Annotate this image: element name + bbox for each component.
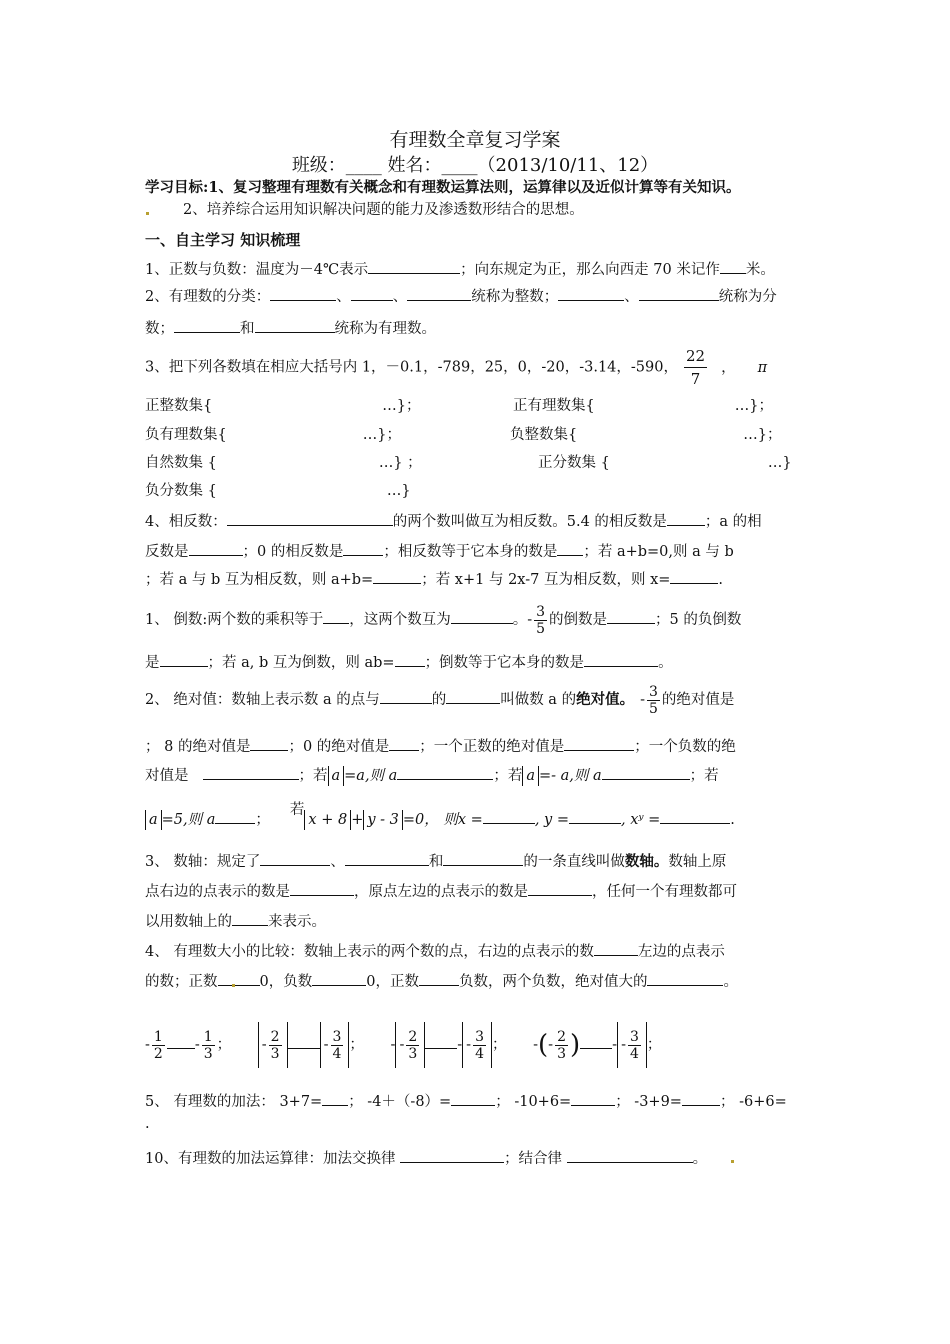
question-4-cont: 反数是 ；0 的相反数是 ；相反数等于它本身的数是 ；若 a+b=0,则 a 与 b xyxy=(145,540,734,562)
page-subtitle: 班级：____ 姓名：____（2013/10/11、12） xyxy=(291,155,659,176)
question-6-cont2: 对值是 ；若 a =a,则 a ；若 a =- a,则 a ；若 xyxy=(145,764,719,786)
question-6-cont3: a =5,则 a ；若x + 8 + y - 3 =0， 则x = , y = , xʸ = . xyxy=(145,808,735,830)
question-10: 10、有理数的加法运算律：加法交换律 ；结合律 。 xyxy=(145,1147,707,1169)
page-title: 有理数全章复习学案 xyxy=(389,129,561,151)
set-natural: 自然数集 { …} ； xyxy=(145,455,422,471)
question-6-cont: ； 8 的绝对值是 ；0 的绝对值是 ；一个正数的绝对值是 ；一个负数的绝 xyxy=(145,735,736,757)
question-7: 3、 数轴：规定了 、 和 的一条直线叫做数轴。数轴上原 xyxy=(145,850,726,872)
learning-goal-1: 学习目标:1、复习整理有理数有关概念和有理数运算法则，运算律以及近似计算等有关知识。 xyxy=(145,179,741,196)
question-3: 3、把下列各数填在相应大括号内 1，－0.1，-789，25，0，-20，-3.14，-590， $\frac{22}{7}$ ， π xyxy=(145,347,768,388)
learning-goal-2: 2、培养综合运用知识解决问题的能力及渗透数形结合的思想。 xyxy=(183,202,584,218)
mark-dot xyxy=(232,984,235,987)
question-7-cont2: 以用数轴上的 来表示。 xyxy=(145,910,326,932)
set-negative-integer: 负整数集{ …}； xyxy=(510,427,782,443)
set-negative-fraction: 负分数集 { …} xyxy=(145,483,411,499)
mark-dot xyxy=(146,212,149,215)
question-5: 1、 倒数:两个数的乘积等于 ，这两个数互为 。- $\frac{3}{5}$ 的倒数是 ；5 的负倒数 xyxy=(145,603,742,637)
set-negative-rational: 负有理数集{ …}； xyxy=(145,427,401,443)
question-8: 4、 有理数大小的比较：数轴上表示的两个数的点，右边的点表示的数 左边的点表示 xyxy=(145,940,725,962)
mark-dot xyxy=(731,1160,734,1163)
question-9-cont: . xyxy=(145,1116,150,1132)
question-2: 2、有理数的分类： 、 、 统称为整数； 、 统称为分 xyxy=(145,285,777,307)
question-4: 4、相反数： 的两个数叫做互为相反数。5.4 的相反数是 ；a 的相 xyxy=(145,510,762,532)
question-4-cont2: ；若 a 与 b 互为相反数，则 a+b= ；若 x+1 与 2x-7 互为相反数，则 x= . xyxy=(145,568,723,590)
set-positive-integer: 正整数集{ …}； xyxy=(145,398,421,414)
question-7-cont: 点右边的点表示的数是 ，原点左边的点表示的数是 ，任何一个有理数都可 xyxy=(145,880,737,902)
question-8-cont: 的数；正数 0，负数 0，正数 负数，两个负数，绝对值大的 。 xyxy=(145,970,738,992)
section-heading: 一、自主学习 知识梳理 xyxy=(145,231,301,249)
comparison-exercises: - $\frac{1}{2}$ - $\frac{1}{3}$ ； - $\frac{2}{3}$ - $\frac{3}{4}$ ； - - $\frac{2}{3}$ - - $\frac{3}{4}$ ； -(- $\frac{2}{3}$ ) - - $\frac{3}{4}$ ； xyxy=(145,1022,661,1068)
question-2-cont: 数； 和 统称为有理数。 xyxy=(145,317,436,339)
question-6: 2、 绝对值：数轴上表示数 a 的点与 的 叫做数 a 的绝对值。 - $\frac{3}{5}$ 的绝对值是 xyxy=(145,683,735,717)
set-positive-rational: 正有理数集{ …}； xyxy=(513,398,773,414)
question-9: 5、 有理数的加法： 3+7= ； -4＋（-8）= ； -10+6= ； -3+9= ； -6+6= xyxy=(145,1090,787,1112)
question-5-cont: 是 ；若 a, b 互为倒数，则 ab= ；倒数等于它本身的数是 。 xyxy=(145,651,673,673)
question-1: 1、正数与负数：温度为－4℃表示 ；向东规定为正，那么向西走 70 米记作 米。 xyxy=(145,258,775,280)
set-positive-fraction: 正分数集 { …} xyxy=(538,455,792,471)
